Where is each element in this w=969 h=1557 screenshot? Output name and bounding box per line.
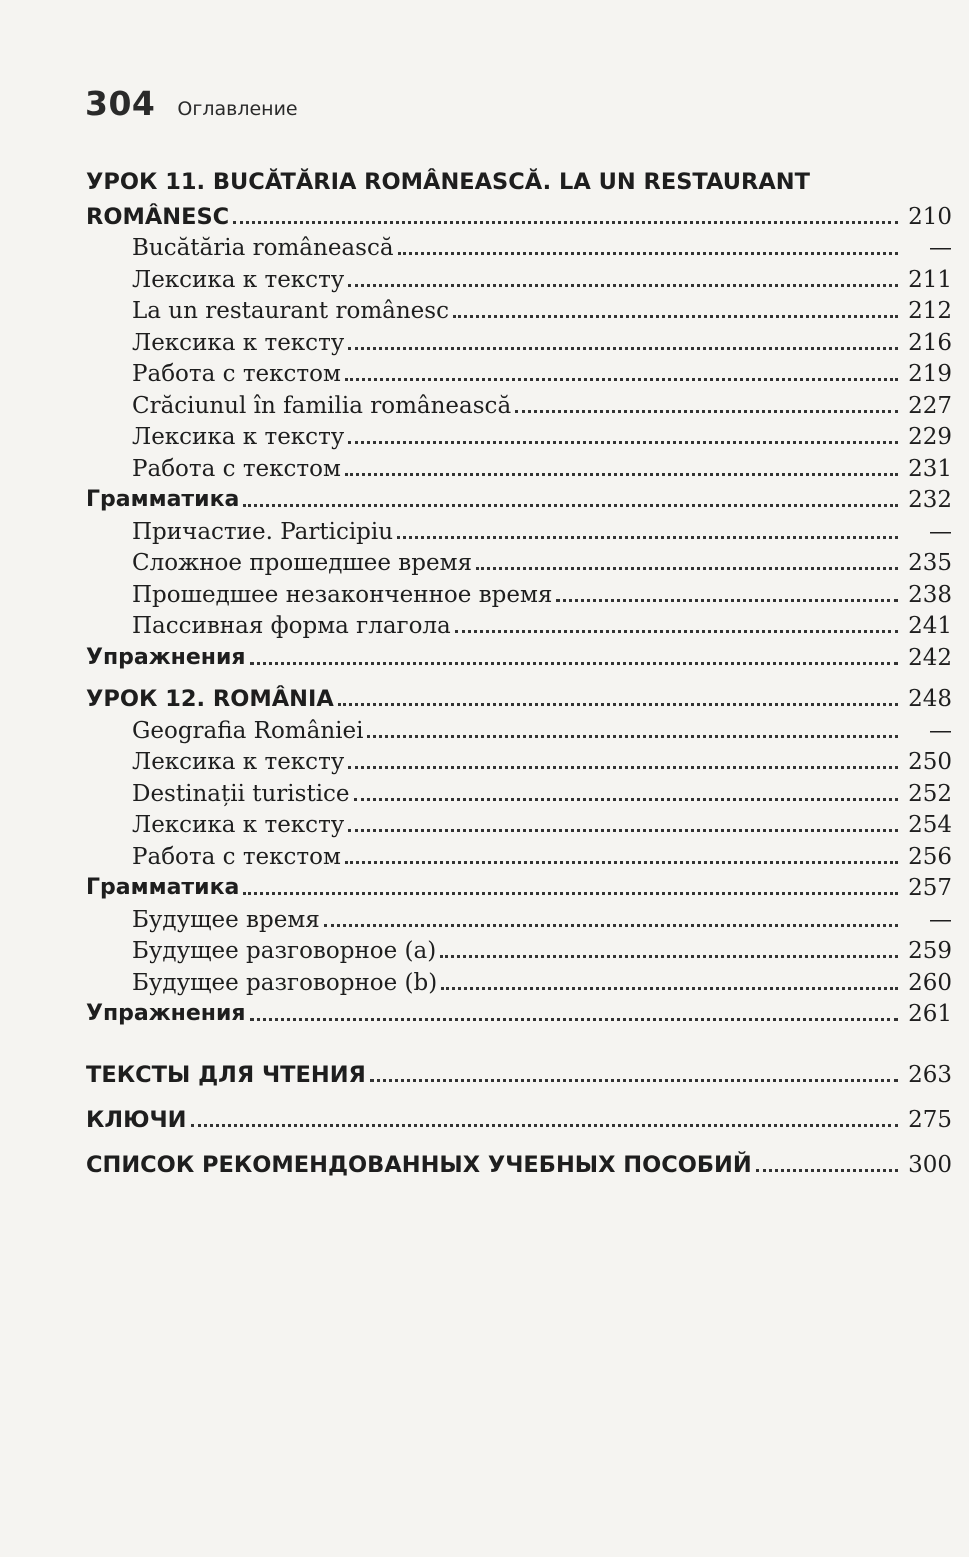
dot-leader xyxy=(345,473,898,476)
toc-entry-title: Лексика к тексту xyxy=(132,812,345,838)
dot-leader xyxy=(348,829,898,832)
toc-entry-title: Прошедшее незаконченное время xyxy=(132,581,553,608)
toc-entry-page: 260 xyxy=(908,969,952,996)
toc-entry-lesson-12 xyxy=(86,682,952,714)
toc-entry-title: Будущее время xyxy=(132,906,320,933)
toc-entry-page: 261 xyxy=(908,1001,952,1027)
toc-subentry xyxy=(86,514,952,546)
toc-subentry xyxy=(86,609,952,641)
toc-entry-title: Грамматика xyxy=(86,487,240,512)
toc-entry-exercises xyxy=(86,997,952,1029)
dot-leader xyxy=(348,347,898,350)
toc-entry-title: Пассивная форма глагола xyxy=(132,613,451,639)
toc-entry-title: Лексика к тексту xyxy=(132,749,345,775)
dot-leader xyxy=(398,252,898,255)
toc-entry-page: — xyxy=(929,717,952,744)
dot-leader xyxy=(348,284,898,287)
toc-entry-title: Лексика к тексту xyxy=(132,329,345,356)
dot-leader xyxy=(441,987,898,990)
toc-entry-title: Crăciunul în familia românească xyxy=(132,392,512,419)
table-of-contents xyxy=(86,168,952,1179)
toc-entry-grammar xyxy=(86,483,952,515)
toc-subentry xyxy=(86,231,952,263)
toc-subentry xyxy=(86,902,952,934)
toc-entry-page: 300 xyxy=(908,1152,952,1178)
toc-entry-title: Работа с текстом xyxy=(132,843,341,870)
toc-entry-page: 212 xyxy=(908,298,952,324)
toc-subentry xyxy=(86,546,952,578)
dot-leader xyxy=(515,410,898,413)
dot-leader xyxy=(455,630,898,633)
toc-subentry xyxy=(86,934,952,966)
toc-entry-title: Destinații turistice xyxy=(132,780,350,807)
toc-entry-title: Грамматика xyxy=(86,875,240,900)
toc-entry-page: 256 xyxy=(908,843,952,870)
dot-leader xyxy=(348,766,898,769)
toc-entry-title: Будущее разговорное (b) xyxy=(132,969,438,996)
dot-leader xyxy=(338,703,898,706)
dot-leader xyxy=(250,662,898,665)
toc-entry-exercises xyxy=(86,640,952,672)
dot-leader xyxy=(370,1079,898,1082)
toc-entry-title: КЛЮЧИ xyxy=(86,1107,187,1133)
toc-entry-page: 248 xyxy=(908,686,952,712)
toc-entry-page: 250 xyxy=(908,749,952,775)
toc-entry-page: 232 xyxy=(908,487,952,513)
toc-subentry xyxy=(86,808,952,840)
dot-leader xyxy=(191,1124,898,1127)
dot-leader xyxy=(367,735,898,738)
dot-leader xyxy=(345,861,898,864)
toc-entry-title: Работа с текстом xyxy=(132,361,341,387)
toc-entry-page: — xyxy=(929,235,952,261)
toc-entry-title: УРОК 12. ROMÂNIA xyxy=(86,686,334,712)
lesson-12-texts xyxy=(86,713,952,871)
toc-entry-title: Упражнения xyxy=(86,1001,246,1026)
toc-entry-page: 257 xyxy=(908,875,952,901)
toc-entry-title: Лексика к тексту xyxy=(132,266,345,293)
lesson-11-texts xyxy=(86,231,952,483)
toc-entry-page: 235 xyxy=(908,550,952,576)
toc-subentry xyxy=(86,420,952,452)
dot-leader xyxy=(556,599,898,602)
toc-entry-page: 254 xyxy=(908,812,952,838)
dot-leader xyxy=(397,536,898,539)
toc-subentry xyxy=(86,357,952,389)
toc-entry-page: 263 xyxy=(908,1062,952,1088)
toc-entry-title: La un restaurant românesc xyxy=(132,298,449,324)
toc-entry-grammar xyxy=(86,871,952,903)
toc-entry-title: Упражнения xyxy=(86,644,246,670)
lesson-11-title-line1: УРОК 11. BUCĂTĂRIA ROMÂNEASCĂ. LA UN RESTAURANT xyxy=(86,169,810,195)
toc-subentry xyxy=(86,577,952,609)
toc-entry-title: ТЕКСТЫ ДЛЯ ЧТЕНИЯ xyxy=(86,1062,366,1088)
lesson-12-grammar-items xyxy=(86,902,952,997)
toc-entry-page: 210 xyxy=(908,203,952,230)
dot-leader xyxy=(453,315,898,318)
dot-leader xyxy=(354,798,898,801)
toc-entry-title: Работа с текстом xyxy=(132,455,341,482)
toc-entry-page: 238 xyxy=(908,581,952,608)
toc-entry-page: 252 xyxy=(908,780,952,807)
toc-entry-page: 229 xyxy=(908,424,952,450)
toc-subentry xyxy=(86,713,952,745)
final-sections xyxy=(86,1044,952,1179)
toc-entry-title: Geografia României xyxy=(132,717,364,744)
dot-leader xyxy=(345,378,898,381)
toc-entry-section xyxy=(86,1134,952,1179)
dot-leader xyxy=(756,1169,898,1172)
toc-entry-page: 241 xyxy=(908,613,952,639)
toc-entry-page: 242 xyxy=(908,644,952,671)
toc-subentry xyxy=(86,745,952,777)
toc-entry-title: Причастие. Participiu xyxy=(132,518,394,545)
dot-leader xyxy=(440,955,898,958)
toc-entry-section xyxy=(86,1044,952,1089)
toc-subentry xyxy=(86,294,952,326)
toc-entry-page: 227 xyxy=(908,392,952,419)
toc-subentry xyxy=(86,325,952,357)
toc-entry-page: 275 xyxy=(908,1107,952,1133)
dot-leader xyxy=(243,892,898,895)
lesson-11-grammar-items xyxy=(86,514,952,640)
toc-entry-page: 219 xyxy=(908,361,952,387)
toc-entry-lesson-11 xyxy=(86,199,952,231)
page-header xyxy=(85,84,298,124)
toc-entry-title: Bucătăria românească xyxy=(132,235,394,261)
toc-entry-page: — xyxy=(929,518,952,545)
toc-subentry xyxy=(86,776,952,808)
toc-subentry xyxy=(86,451,952,483)
dot-leader xyxy=(324,924,898,927)
toc-subentry xyxy=(86,839,952,871)
toc-entry-page: 231 xyxy=(908,455,952,482)
toc-entry-title: Будущее разговорное (a) xyxy=(132,938,437,964)
dot-leader xyxy=(250,1018,898,1021)
dot-leader xyxy=(476,567,898,570)
toc-entry-page: 211 xyxy=(908,266,952,293)
toc-entry-title: СПИСОК РЕКОМЕНДОВАННЫХ УЧЕБНЫХ ПОСОБИЙ xyxy=(86,1152,752,1178)
toc-subentry xyxy=(86,965,952,997)
toc-entry-title: ROMÂNESC xyxy=(86,203,230,230)
toc-entry-section xyxy=(86,1089,952,1134)
toc-entry-page: — xyxy=(929,906,952,933)
dot-leader xyxy=(243,504,898,507)
toc-entry-page: 259 xyxy=(908,938,952,964)
toc-entry-title: Сложное прошедшее время xyxy=(132,550,472,576)
toc-entry-title: Лексика к тексту xyxy=(132,424,345,450)
dot-leader xyxy=(233,221,898,224)
running-head: Оглавление xyxy=(177,98,298,120)
dot-leader xyxy=(348,441,898,444)
toc-subentry xyxy=(86,388,952,420)
page-number: 304 xyxy=(85,84,156,123)
toc-entry-page: 216 xyxy=(908,329,952,356)
toc-subentry xyxy=(86,262,952,294)
